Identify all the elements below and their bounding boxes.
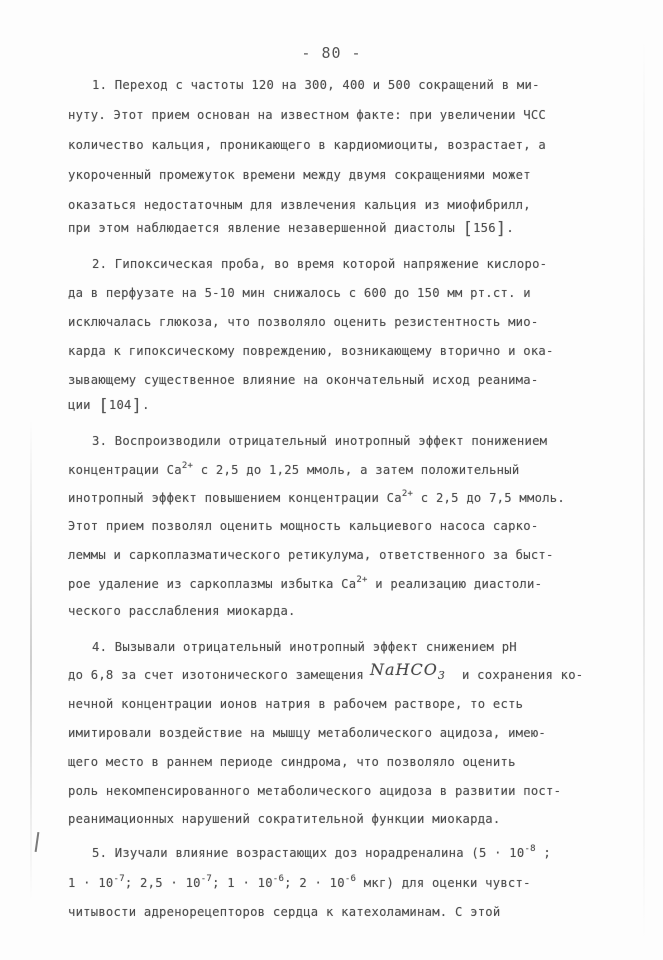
superscript: -6	[344, 874, 357, 884]
text-line	[68, 463, 519, 477]
text-fragment: рое удаление из саркоплазмы избытка Ca	[68, 577, 357, 591]
superscript: -7	[113, 874, 125, 884]
text-line: реанимационных нарушений сократительной функции миокарда.	[68, 812, 501, 826]
text-fragment: с 2,5 до 1,25 ммоль, а затем положительный	[193, 463, 520, 477]
text-fragment: ; 2 · 10	[284, 876, 345, 890]
period: .	[506, 221, 514, 235]
text-line: укороченный промежуток времени между двумя сокращениями может	[68, 168, 531, 182]
superscript: -7	[200, 874, 213, 884]
text-line	[68, 396, 150, 416]
text-line: имитировали воздействие на мышцу метаболического ацидоза, имею-	[68, 726, 547, 740]
superscript: 2+	[181, 461, 194, 471]
text-line: 4. Вызывали отрицательный инотропный эффект снижением рН	[92, 640, 517, 654]
bracket-close: ]	[131, 396, 143, 416]
text-fragment: ; 1 · 10	[212, 876, 273, 890]
text-line: роль некомпенсированного метаболического ацидоза в развитии пост-	[68, 784, 562, 798]
text-line: 2. Гипоксическая проба, во время которой напряжение кислоро-	[92, 257, 548, 271]
text-line	[68, 577, 542, 591]
text-line: и сохранения ко-	[462, 668, 584, 682]
scan-edge-right	[643, 40, 645, 940]
text-fragment: ; 2,5 · 10	[124, 876, 201, 890]
text-line: 1. Переход с частоты 120 на 300, 400 и 500 сокращений в ми-	[92, 78, 540, 92]
text-fragment: с 2,5 до 7,5 ммоль.	[413, 491, 565, 505]
text-line: 3. Воспроизводили отрицательный инотропный эффект понижением	[92, 434, 548, 448]
text-line: Этот прием позволял оценить мощность кальциевого насоса сарко-	[68, 519, 539, 533]
text-fragment: 5. Изучали влияние возрастающих доз норадреналина (5 · 10	[92, 846, 525, 860]
text-fragment: мкг) для оценки чувст-	[356, 876, 531, 890]
superscript: -8	[524, 844, 536, 854]
formula-subscript: 3	[437, 669, 446, 682]
period: .	[142, 398, 150, 412]
text-line: читывости адренорецепторов сердца к катехоламинам. С этой	[68, 905, 501, 919]
superscript: 2+	[356, 575, 368, 585]
text-line: да в перфузате на 5-10 мин снижалось с 600 до 150 мм рт.ст. и	[68, 286, 531, 300]
text-line: зывающему существенное влияние на окончательный исход реанима-	[68, 373, 539, 387]
scan-edge-left	[30, 420, 32, 900]
bracket-open: [	[98, 396, 109, 416]
superscript: -6	[272, 874, 285, 884]
text-fragment: и реализацию диастоли-	[367, 577, 543, 591]
text-fragment: при этом наблюдается явление незавершенной диастолы	[68, 221, 455, 235]
text-line: нечной концентрации ионов натрия в рабочем растворе, то есть	[68, 697, 524, 711]
text-fragment: инотропный эффект повышением концентрации Ca	[68, 491, 402, 505]
text-line	[68, 668, 364, 682]
handwritten-formula	[370, 660, 446, 682]
text-line: оказаться недостаточным для извлечения кальция из миофибрилл,	[68, 198, 531, 212]
text-line	[68, 876, 531, 890]
text-line: ческого расслабления миокарда.	[68, 604, 296, 618]
text-line: нуту. Этот прием основан на известном факте: при увеличении ЧСС	[68, 108, 547, 122]
text-line	[68, 219, 514, 239]
bracket-open: [	[462, 219, 474, 239]
text-fragment: ;	[535, 846, 552, 860]
reference-number: 104	[108, 398, 132, 412]
text-fragment: концентрации Ca	[68, 463, 182, 477]
text-fragment: ции	[68, 398, 91, 412]
bracket-close: ]	[495, 219, 507, 239]
text-line	[68, 491, 565, 505]
page-number: - 80 -	[301, 44, 362, 62]
reference-number: 156	[473, 221, 496, 235]
formula-main: NaHCO	[370, 660, 438, 679]
text-line: щего место в раннем периоде синдрома, что позволяло оценить	[68, 755, 516, 769]
text-line	[92, 846, 551, 860]
text-fragment: 1 · 10	[68, 876, 114, 890]
text-line: карда к гипоксическому повреждению, возникающему вторично и ока-	[68, 344, 554, 358]
text-line: количество кальция, проникающего в кардиомиоциты, возрастает, а	[68, 138, 547, 152]
scan-mark	[35, 832, 40, 852]
text-fragment: до 6,8 за счет изотонического замещения	[68, 668, 364, 682]
superscript: 2+	[401, 489, 414, 499]
text-line: леммы и саркоплазматического ретикулума, ответственного за быст-	[68, 548, 554, 562]
text-line: исключалась глюкоза, что позволяло оценить резистентность мио-	[68, 315, 539, 329]
